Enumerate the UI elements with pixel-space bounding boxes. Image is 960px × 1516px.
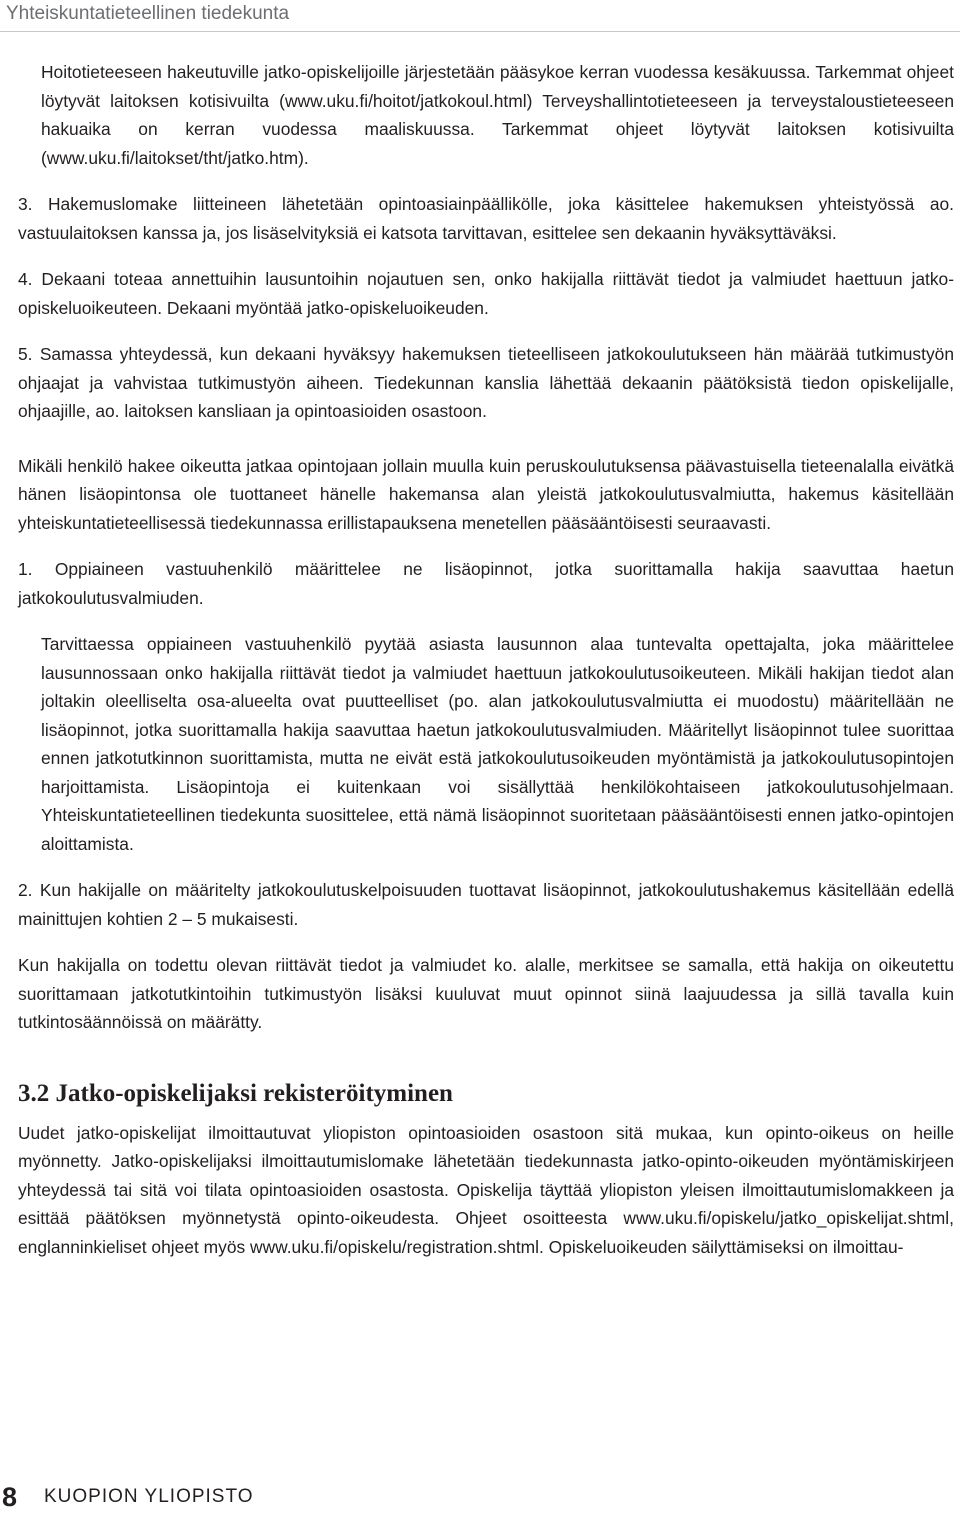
list-item-2: 2. Kun hakijalle on määritelty jatkokoulutuskelpoisuuden tuottavat lisäopinnot, jatkokoulutushakemus käsitellään edellä mainittujen kohtien 2 – 5 mukaisesti. — [18, 880, 954, 929]
running-header — [0, 0, 960, 32]
paragraph-intro: Hoitotieteeseen hakeutuville jatko-opiskelijoille järjestetään pääsykoe kerran vuodessa kesäkuussa. Tarkemmat ohjeet löytyvät laitoksen kotisivuilta (www.uku.fi/hoitot/jatkokoul.html) Terveyshallintotieteeseen ja terveystaloustieteeseen hakuaika on kerran vuodessa maaliskuussa. Tarkemmat ohjeet löytyvät laitoksen kotisivuilta (www.uku.fi/laitokset/tht/jatko.htm). — [41, 62, 954, 168]
section-heading: 3.2 Jatko-opiskelijaksi rekisteröityminen — [18, 1079, 453, 1107]
paragraph-mikali: Mikäli henkilö hakee oikeutta jatkaa opintojaan jollain muulla kuin peruskoulutuksensa päävastuisella tieteenalalla eivätkä hänen lisäopintonsa ole tuottaneet hänelle hakemansa alan yleistä jatkokoulutusvalmiutta, hakemus käsitellään yhteiskuntatieteellisessä tiedekunnassa erillistapauksena menetellen pääsääntöisesti seuraavasti. — [18, 455, 954, 533]
page-body — [18, 58, 954, 1261]
paragraph-kun: Kun hakijalla on todettu olevan riittävät tiedot ja valmiudet ko. alalle, merkitsee se samalla, että hakija on oikeutettu suorittamaan jatkotutkintoihin tutkimustyön lisäksi kuuluvat muut opinnot siinä laajuudessa ja sillä tavalla kuin tutkintosäännöissä on määrätty. — [18, 955, 954, 1032]
paragraph-uudet: Uudet jatko-opiskelijat ilmoittautuvat yliopiston opintoasioiden osastoon sitä mukaa, kun opinto-oikeus on heille myönnetty. Jatko-opiskelijaksi ilmoittautumislomake lähetetään tiedekunnasta jatko-opinto-oikeuden myöntämiskirjeen yhteydessä tai sitä voi tilata opintoasioiden osastosta. Opiskelija täyttää yliopiston yleisen ilmoittautumislomakkeen ja esittää päätöksen myönnetystä opinto-oikeudesta. Ohjeet osoitteesta www.uku.fi/opiskelu/jatko_opiskelijat.shtml, englanninkieliset ohjeet myös www.uku.fi/opiskelu/registration.shtml. Opiskeluoikeuden säilyttämiseksi on ilmoittau- — [18, 1122, 954, 1257]
faculty-title: Yhteiskuntatieteellinen tiedekunta — [6, 3, 290, 24]
list-item-4: 4. Dekaani toteaa annettuihin lausuntoihin nojautuen sen, onko hakijalla riittävät tiedot ja valmiudet haettuun jatko-opiskeluoikeuteen. Dekaani myöntää jatko-opiskeluoikeuden. — [18, 269, 954, 318]
page-number: 8 — [2, 1482, 18, 1512]
page-footer — [0, 1482, 960, 1516]
paragraph-tarvittaessa: Tarvittaessa oppiaineen vastuuhenkilö pyytää asiasta lausunnon alaa tuntevalta opettajalta, joka määrittelee lausunnossaan onko hakijalla riittävät tiedot ja valmiudet haettuun jatkokoulutusoikeuteen. Mikäli hakijan tiedot alan joltakin oleelliselta osa-alueelta ovat puutteelliset (po. alan jatkokoulutusvalmiutta ei muodostu) määritellään ne lisäopinnot, jotka suorittamalla hakija saavuttaa haetun jatkokoulutusvalmiuden. Määritellyt lisäopinnot tulee suorittaa ennen jatkotutkinnon suorittamista, mutta ne eivät estä jatkokoulutusoikeuden myöntämistä ja jatkokoulutusopintojen harjoittamista. Lisäopintoja ei kuitenkaan voi sisällyttää henkilökohtaiseen jatkokoulutusohjelmaan. Yhteiskuntatieteellinen tiedekunta suosittelee, että nämä lisäopinnot suoritetaan pääsääntöisesti ennen jatko-opintojen aloittamista. — [41, 634, 954, 854]
list-item-5: 5. Samassa yhteydessä, kun dekaani hyväksyy hakemuksen tieteelliseen jatkokoulutukseen hän määrää tutkimustyön ohjaajat ja vahvistaa tutkimustyön aiheen. Tiedekunnan kanslia lähettää dekaanin päätöksistä tiedon opiskelijalle, ohjaajille, ao. laitoksen kansliaan ja opintoasioiden osastoon. — [18, 344, 954, 421]
list-item-1: 1. Oppiaineen vastuuhenkilö määrittelee ne lisäopinnot, jotka suorittamalla hakija saavuttaa haetun jatkokoulutusvalmiuden. — [18, 559, 954, 608]
university-name: KUOPION YLIOPISTO — [44, 1486, 254, 1507]
list-item-3: 3. Hakemuslomake liitteineen lähetetään opintoasiainpäällikölle, joka käsittelee hakemuksen yhteistyössä ao. vastuulaitoksen kanssa ja, jos lisäselvityksiä ei katsota tarvittavan, esittelee sen dekaanin hyväksyttäväksi. — [18, 194, 954, 243]
